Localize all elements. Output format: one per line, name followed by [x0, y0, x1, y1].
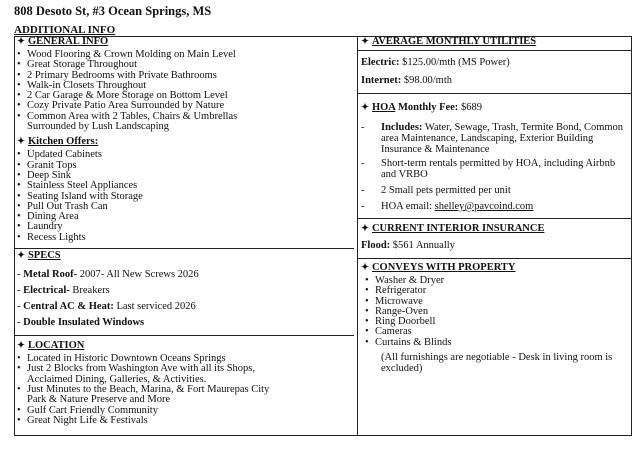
general-info-list [17, 50, 351, 122]
specs-heading: ✦ SPECS [17, 250, 61, 262]
location-list-cont [17, 385, 351, 395]
hoa-email: - HOA email: shelley@pavcoind.com [361, 201, 627, 212]
list-item: • Great Night Life & Festivals [17, 416, 351, 426]
general-info-heading: ✦ GENERAL INFO [17, 36, 109, 47]
list-item: • Updated Cabinets [17, 150, 351, 160]
list-item: • Stainless Steel Appliances [17, 181, 351, 191]
electric-line: Electric: $125.00/mth (MS Power) [361, 57, 510, 68]
list-item-continuation: Surrounded by Lush Landscaping [27, 121, 170, 133]
list-item: • Seating Island with Storage [17, 192, 351, 202]
hoa-list [361, 122, 627, 212]
left-column [17, 37, 351, 426]
section-divider [357, 218, 632, 219]
section-title: ADDITIONAL INFO [14, 24, 116, 36]
diamond-icon: ✦ [361, 103, 369, 113]
section-divider [14, 248, 354, 249]
spec-roof: - Metal Roof- 2007- All New Screws 2026 [17, 269, 199, 281]
list-item-continuation: Park & Nature Preserve and More [27, 394, 171, 406]
list-item: • Wood Flooring & Crown Molding on Main Level [17, 50, 351, 60]
diamond-icon: ✦ [361, 37, 369, 47]
list-item: • Common Area with 2 Tables, Chairs & Umbrellas [17, 112, 351, 122]
list-item: • Cozy Private Patio Area Surrounded by Nature [17, 101, 351, 111]
list-item: • Granit Tops [17, 161, 351, 171]
list-item: • Walk-in Closets Throughout [17, 81, 351, 91]
flood-line: Flood: $561 Annually [361, 240, 455, 251]
list-item: • Laundry [17, 222, 351, 232]
hoa-rentals: - Short-term rentals permitted by HOA, including Airbnb and VRBO [361, 158, 627, 180]
diamond-icon: ✦ [17, 37, 25, 47]
list-item: • Ring Doorbell [365, 317, 627, 327]
diamond-icon: ✦ [361, 263, 369, 273]
furnishings-note: (All furnishings are negotiable - Desk in living room is excluded) [381, 352, 613, 375]
hoa-pets: - 2 Small pets permitted per unit [361, 185, 627, 196]
hoa-heading: ✦ HOA Monthly Fee: $689 [361, 102, 482, 113]
list-item: • Dining Area [17, 212, 351, 222]
diamond-icon: ✦ [361, 224, 369, 234]
list-item: • Pull Out Trash Can [17, 202, 351, 212]
diamond-icon: ✦ [17, 137, 25, 148]
hoa-includes: - Includes: Water, Sewage, Trash, Termite Bond, Common area Maintenance, Landscaping, Exterior Building Insurance & Maintenance [361, 122, 627, 155]
location-heading: ✦ LOCATION [17, 340, 85, 352]
diamond-icon: ✦ [17, 341, 25, 352]
list-item: • Refrigerator [365, 286, 627, 296]
list-item: • 2 Primary Bedrooms with Private Bathrooms [17, 71, 351, 81]
kitchen-list [17, 150, 351, 243]
list-item: • Recess Lights [17, 233, 351, 243]
conveys-list [361, 276, 627, 348]
spec-windows: - Double Insulated Windows [17, 317, 145, 329]
list-item: • Curtains & Blinds [365, 338, 627, 348]
utilities-heading: ✦ AVERAGE MONTHLY UTILITIES [361, 36, 537, 47]
list-item: • Just 2 Blocks from Washington Ave with all its Shops, [17, 364, 351, 374]
spec-hvac: - Central AC & Heat: Last serviced 2026 [17, 301, 196, 313]
list-item: • Range-Oven [365, 307, 627, 317]
list-item: • Gulf Cart Friendly Community [17, 406, 351, 416]
list-item-continuation: Acclaimed Dining, Galleries, & Activities. [27, 373, 207, 385]
list-item: • Located in Historic Downtown Oceans Springs [17, 354, 351, 364]
location-list [17, 354, 351, 375]
hoa-email-link[interactable]: shelley@pavcoind.com [434, 201, 534, 212]
location-list-end [17, 406, 351, 427]
column-divider [357, 36, 358, 436]
list-item: • 2 Car Garage & More Storage on Bottom Level [17, 91, 351, 101]
section-divider [357, 93, 632, 94]
list-item: • Great Storage Throughout [17, 60, 351, 70]
conveys-heading: ✦ CONVEYS WITH PROPERTY [361, 262, 516, 273]
section-divider [14, 335, 354, 336]
section-divider [357, 258, 632, 259]
insurance-heading: ✦ CURRENT INTERIOR INSURANCE [361, 223, 545, 234]
list-item: • Cameras [365, 327, 627, 337]
kitchen-heading: ✦ Kitchen Offers: [17, 136, 99, 148]
spec-electrical: - Electrical- Breakers [17, 285, 110, 297]
diamond-icon: ✦ [17, 251, 25, 262]
internet-line: Internet: $98.00/mth [361, 75, 453, 86]
section-divider [357, 50, 632, 51]
list-item: • Deep Sink [17, 171, 351, 181]
list-item: • Microwave [365, 297, 627, 307]
page-title: 808 Desoto St, #3 Ocean Springs, MS [14, 4, 212, 18]
list-item: • Just Minutes to the Beach, Marina, & Fort Maurepas City [17, 385, 351, 395]
right-column [361, 37, 627, 374]
list-item: • Washer & Dryer [365, 276, 627, 286]
